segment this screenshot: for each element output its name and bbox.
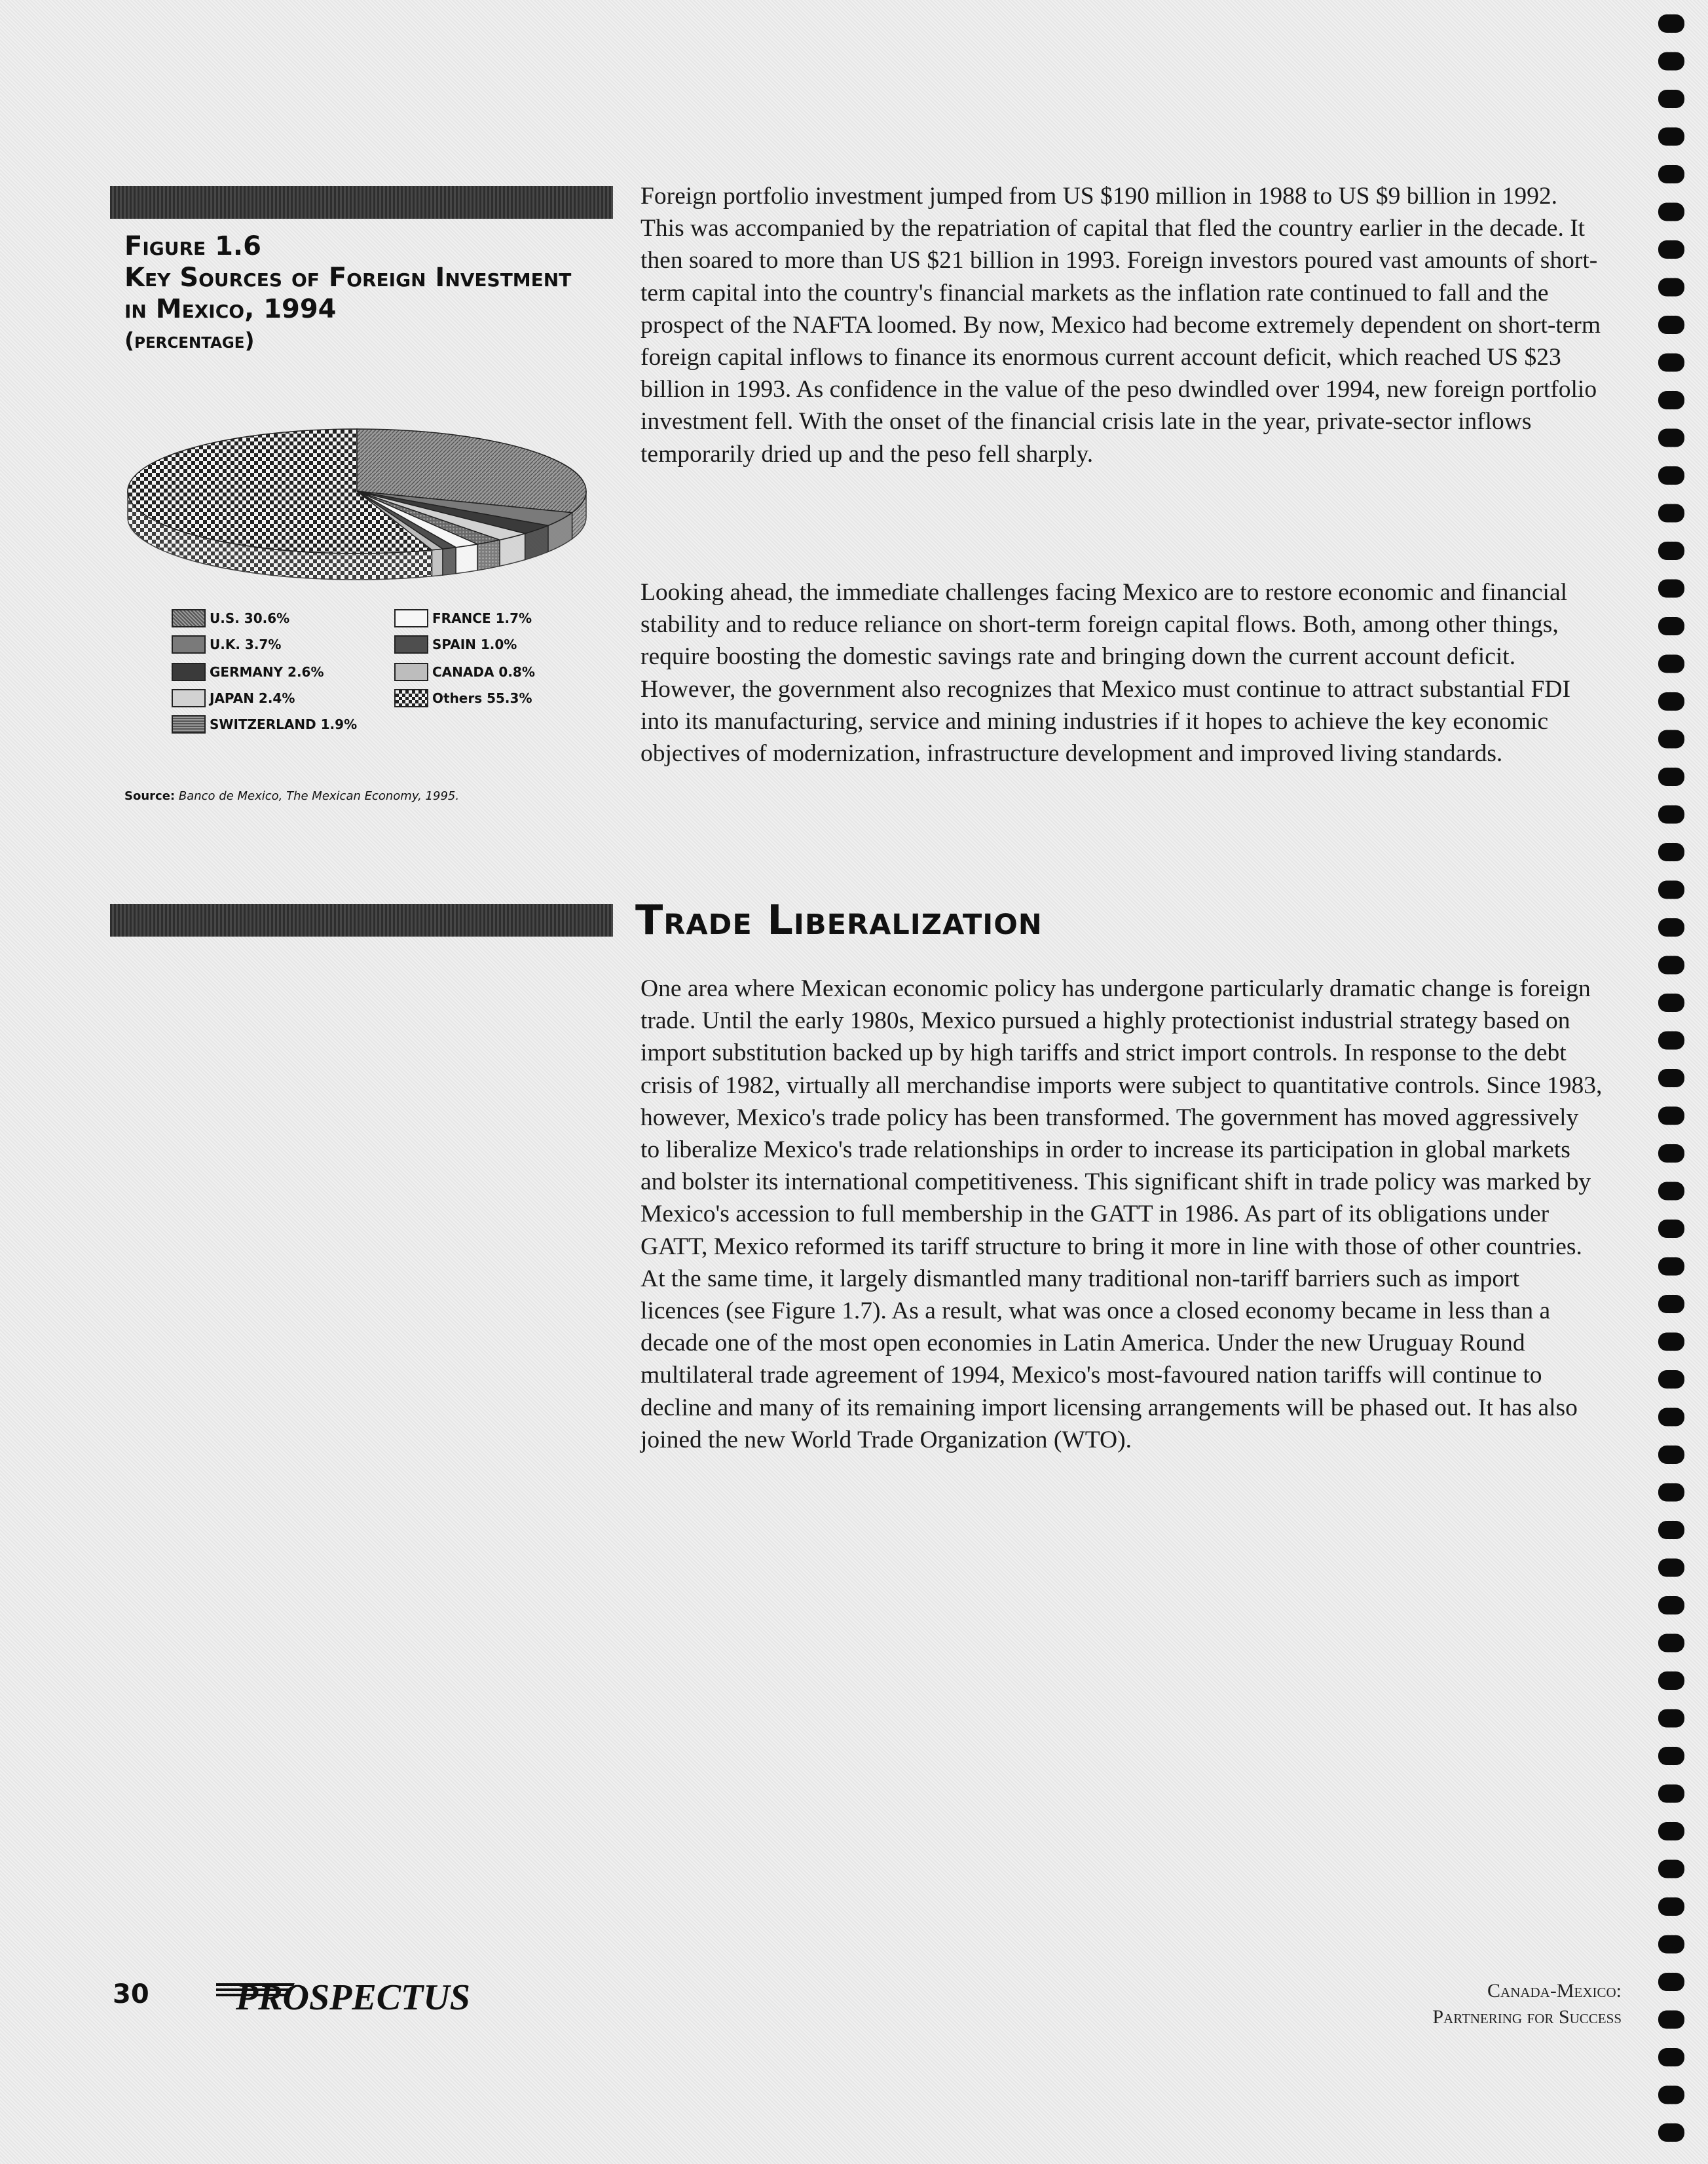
source-label: Source: [124, 789, 176, 803]
legend-label-others: Others 55.3% [432, 690, 532, 706]
page-number: 30 [113, 1979, 149, 2009]
binding-ring [1658, 843, 1684, 861]
source-text: Banco de Mexico, The Mexican Economy, 1995. [178, 789, 460, 803]
logo-text: PROSPECTUS [236, 1977, 470, 2018]
legend-item-france [394, 609, 532, 627]
legend-item-others [394, 689, 532, 707]
binding-ring [1658, 655, 1684, 673]
binding-ring [1658, 165, 1684, 183]
binding-ring [1658, 1671, 1684, 1690]
binding-ring [1658, 692, 1684, 711]
binding-ring [1658, 278, 1684, 297]
binding-ring [1658, 203, 1684, 221]
binding-ring [1658, 1747, 1684, 1765]
binding-ring [1658, 1069, 1684, 1087]
pie-side-france [456, 544, 477, 574]
legend-item-canada [394, 663, 535, 681]
footer-title-line-2: Partnering for Success [1432, 2006, 1622, 2028]
binding-ring [1658, 429, 1684, 447]
legend-swatch-spain [394, 635, 428, 654]
legend-item-japan [172, 689, 295, 707]
figure-number: Figure 1.6 [124, 231, 261, 261]
binding-ring [1658, 1935, 1684, 1954]
binding-ring [1658, 52, 1684, 71]
binding-ring [1658, 1596, 1684, 1614]
legend-label-canada: CANADA 0.8% [432, 664, 535, 680]
chart-legend [172, 609, 578, 766]
binding-ring [1658, 354, 1684, 372]
binding-ring [1658, 918, 1684, 937]
binding-ring [1658, 768, 1684, 786]
binding-ring [1658, 14, 1684, 33]
pie-side-switzerland [477, 540, 500, 570]
legend-item-us [172, 609, 289, 627]
binding-ring [1658, 504, 1684, 523]
binding-ring [1658, 1822, 1684, 1840]
pie-side-spain [443, 548, 456, 575]
spiral-binding [1652, 0, 1708, 2164]
binding-ring [1658, 1860, 1684, 1878]
paragraph-trade-liberalization: One area where Mexican economic policy has undergone particularly dramatic change is foreign trade. Until the early 1980s, Mexico pursued a highly protectionist industrial strategy based on import substitution backed up by high tariffs and strict import controls. In response to the debt crisis of 1982, virtually all merchandise imports were subject to quantitative controls. Since 1983, however, Mexico's trade policy has been transformed. The government has moved aggressively to liberalize Mexico's trade relationships in order to increase its participation in global markets and bolster its international competitiveness. This significant shift in trade policy was marked by Mexico's accession to full membership in the GATT in 1986. As part of its obligations under GATT, Mexico reformed its tariff structure to bring it more in line with those of other countries. At the same time, it largely dismantled many traditional non-tariff barriers such as import licences (see Figure 1.7). As a result, what was once a closed economy became in less than a decade one of the most open economies in Latin America. Under the new Uruguay Round multilateral trade agreement of 1994, Mexico's most-favoured nation tariffs will continue to decline and many of its remaining import licensing arrangements will be phased out. It has also joined the new World Trade Organization (WTO). [640, 975, 1603, 1453]
binding-ring [1658, 806, 1684, 824]
figure-source [124, 789, 622, 803]
binding-ring [1658, 580, 1684, 598]
binding-ring [1658, 1897, 1684, 1916]
binding-ring [1658, 2048, 1684, 2066]
legend-swatch-france [394, 609, 428, 627]
paragraph-portfolio-investment: Foreign portfolio investment jumped from US $190 million in 1988 to US $9 billion in 1992. This was accompanied by the repatriation of capital that fled the country earlier in the decade. It then soared to more than US $21 billion in 1993. Foreign investors poured vast amounts of short-term capital into the country's financial markets as the inflation rate continued to fall and the prospect of the NAFTA loomed. By now, Mexico had become extremely dependent on short-term foreign capital inflows to finance its enormous current account deficit, which reached US $23 billion in 1993. As confidence in the value of the peso dwindled over 1994, new foreign portfolio investment fell. With the onset of the financial crisis late in the year, private-sector inflows temporarily dried up and the peso fell sharply. [640, 183, 1601, 468]
binding-ring [1658, 1370, 1684, 1389]
binding-ring [1658, 1521, 1684, 1539]
binding-ring [1658, 881, 1684, 899]
binding-ring [1658, 1483, 1684, 1502]
footer-title-line-1: Canada-Mexico: [1487, 1980, 1622, 2002]
binding-ring [1658, 240, 1684, 259]
legend-label-uk: U.K. 3.7% [210, 637, 282, 652]
legend-swatch-japan [172, 689, 206, 707]
binding-ring [1658, 391, 1684, 409]
legend-swatch-others [394, 689, 428, 707]
footer-publication-title [1432, 1978, 1622, 2030]
binding-ring [1658, 1333, 1684, 1351]
legend-label-france: FRANCE 1.7% [432, 610, 532, 626]
binding-ring [1658, 128, 1684, 146]
binding-ring [1658, 1634, 1684, 1652]
figure-title-line-2: in Mexico, 1994 [124, 294, 337, 324]
legend-item-spain [394, 635, 517, 654]
legend-item-uk [172, 635, 281, 654]
binding-ring [1658, 1220, 1684, 1238]
binding-ring [1658, 730, 1684, 749]
binding-ring [1658, 1709, 1684, 1728]
legend-label-switzerland: SWITZERLAND 1.9% [210, 717, 358, 732]
legend-swatch-us [172, 609, 206, 627]
binding-ring [1658, 1032, 1684, 1050]
binding-ring [1658, 1107, 1684, 1125]
binding-ring [1658, 1559, 1684, 1577]
binding-ring [1658, 1144, 1684, 1163]
legend-swatch-uk [172, 635, 206, 654]
binding-ring [1658, 1258, 1684, 1276]
legend-label-germany: GERMANY 2.6% [210, 664, 324, 680]
legend-swatch-canada [394, 663, 428, 681]
figure-title [124, 231, 609, 356]
figure-rule-bar [110, 186, 613, 219]
figure-title-line-1: Key Sources of Foreign Investment [124, 263, 572, 293]
binding-ring [1658, 994, 1684, 1012]
section-heading-trade-liberalization: Trade Liberalization [635, 896, 1043, 944]
legend-item-germany [172, 663, 324, 681]
binding-ring [1658, 1408, 1684, 1427]
binding-ring [1658, 1182, 1684, 1201]
binding-ring [1658, 1785, 1684, 1803]
binding-ring [1658, 316, 1684, 334]
section-rule-bar [110, 904, 613, 937]
figure-unit: (percentage) [124, 327, 255, 353]
pie-chart-svg [105, 406, 609, 609]
pie-side-canada [432, 549, 442, 576]
paragraph-looking-ahead: Looking ahead, the immediate challenges facing Mexico are to restore economic and financial stability and to reduce reliance on short-term foreign capital flows. Both, among other things, require boosting the domestic savings rate and bringing down the current account deficit. However, the government also recognizes that Mexico must continue to attract substantial FDI into its manufacturing, service and mining industries if it hopes to achieve the key economic objectives of modernization, infrastructure development and improved living standards. [640, 579, 1570, 768]
binding-ring [1658, 90, 1684, 108]
pie-chart [105, 406, 609, 609]
binding-ring [1658, 617, 1684, 635]
binding-ring [1658, 542, 1684, 560]
legend-swatch-germany [172, 663, 206, 681]
legend-label-japan: JAPAN 2.4% [210, 690, 295, 706]
prospectus-logo [216, 1965, 491, 2024]
binding-ring [1658, 2086, 1684, 2104]
binding-ring [1658, 2123, 1684, 2142]
legend-label-us: U.S. 30.6% [210, 610, 290, 626]
legend-item-switzerland [172, 715, 357, 734]
binding-ring [1658, 1446, 1684, 1464]
binding-ring [1658, 956, 1684, 975]
binding-ring [1658, 1295, 1684, 1313]
binding-ring [1658, 1973, 1684, 1991]
binding-ring [1658, 2011, 1684, 2029]
legend-swatch-switzerland [172, 715, 206, 734]
prospectus-logo-svg [216, 1965, 491, 2024]
legend-label-spain: SPAIN 1.0% [432, 637, 517, 652]
binding-ring [1658, 466, 1684, 485]
